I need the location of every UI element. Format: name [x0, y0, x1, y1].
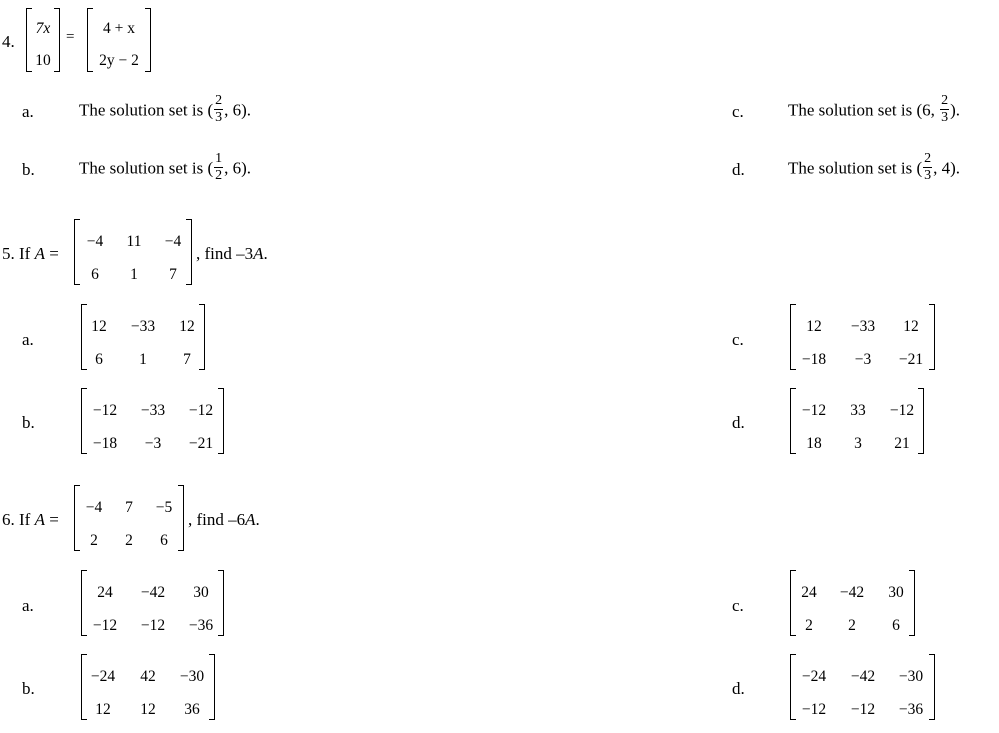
- matrix-cell: −4: [164, 233, 182, 250]
- matrix-cell: 11: [126, 233, 142, 250]
- matrix-cell: −24: [801, 668, 827, 685]
- question-instruction: , find –6A.: [188, 510, 260, 529]
- matrix-cell: −12: [850, 701, 876, 718]
- option-letter: d.: [732, 160, 745, 179]
- matrix-cell: −12: [92, 402, 118, 419]
- matrix-cell: 18: [806, 435, 822, 452]
- option-letter: a.: [22, 330, 34, 349]
- matrix-cell: 7: [169, 266, 177, 283]
- question-instruction: , find –3A.: [196, 244, 268, 263]
- matrix-cell: 33: [850, 402, 866, 419]
- matrix-cell: 2: [805, 617, 813, 634]
- matrix-cell: 12: [903, 318, 919, 335]
- q5-matrix: [74, 219, 192, 285]
- option-letter: b.: [22, 160, 35, 179]
- matrix-cell: 1: [139, 351, 147, 368]
- option-letter: c.: [732, 596, 744, 615]
- fraction: $\frac{1}{2}$: [215, 151, 223, 183]
- option-letter: b.: [22, 413, 35, 432]
- matrix-cell: 3: [854, 435, 862, 452]
- option-text: The solution set is (6, $\frac{2}{3}$ ).: [788, 93, 961, 125]
- matrix-cell: 36: [184, 701, 200, 718]
- option-letter: a.: [22, 596, 34, 615]
- option-matrix: [81, 304, 205, 370]
- matrix-cell: −3: [854, 351, 872, 368]
- matrix-cell: −21: [188, 435, 214, 452]
- matrix-cell: 12: [179, 318, 195, 335]
- matrix-cell: −42: [839, 584, 865, 601]
- question-number: 4.: [2, 32, 15, 51]
- matrix-cell: −12: [801, 701, 827, 718]
- matrix-cell: 12: [95, 701, 111, 718]
- option-matrix: [81, 570, 224, 636]
- matrix-cell: −36: [898, 701, 924, 718]
- matrix-cell: −33: [140, 402, 166, 419]
- q4-right-matrix: [87, 8, 151, 72]
- matrix-cell: −36: [188, 617, 214, 634]
- option-text: The solution set is ( $\frac{1}{2}$ , 6).: [79, 151, 252, 183]
- fraction: $\frac{2}{3}$: [924, 151, 932, 183]
- option-letter: c.: [732, 330, 744, 349]
- option-matrix: [790, 304, 935, 370]
- matrix-cell: −12: [140, 617, 166, 634]
- matrix-cell: −4: [85, 499, 103, 516]
- option-letter: a.: [22, 102, 34, 121]
- matrix-cell: −33: [850, 318, 876, 335]
- matrix-cell: 2: [125, 532, 133, 549]
- matrix-cell: −5: [155, 499, 173, 516]
- matrix-cell: 2: [90, 532, 98, 549]
- matrix-cell: −12: [188, 402, 214, 419]
- matrix-cell: 12: [91, 318, 107, 335]
- question-stem: 6. If A =: [2, 510, 59, 529]
- matrix-cell: 6: [892, 617, 900, 634]
- matrix-cell: −30: [898, 668, 924, 685]
- matrix-cell: 10: [35, 52, 51, 69]
- matrix-cell: 21: [894, 435, 910, 452]
- q6-matrix: [74, 485, 184, 551]
- matrix-cell: 7x: [35, 20, 51, 37]
- option-matrix: [81, 388, 224, 454]
- matrix-cell: −42: [140, 584, 166, 601]
- matrix-cell: 12: [140, 701, 156, 718]
- matrix-cell: 24: [97, 584, 113, 601]
- matrix-cell: −12: [801, 402, 827, 419]
- matrix-cell: 6: [95, 351, 103, 368]
- option-letter: d.: [732, 679, 745, 698]
- question-stem: 5. If A =: [2, 244, 59, 263]
- option-letter: b.: [22, 679, 35, 698]
- option-letter: c.: [732, 102, 744, 121]
- matrix-cell: −21: [898, 351, 924, 368]
- fraction: $\frac{2}{3}$: [215, 93, 223, 125]
- matrix-cell: 1: [130, 266, 138, 283]
- option-matrix: [790, 654, 935, 720]
- matrix-cell: 6: [160, 532, 168, 549]
- option-matrix: [81, 654, 215, 720]
- q4-left-matrix: [26, 8, 60, 72]
- matrix-cell: −18: [92, 435, 118, 452]
- matrix-cell: −24: [90, 668, 116, 685]
- matrix-cell: 30: [888, 584, 904, 601]
- option-letter: d.: [732, 413, 745, 432]
- option-matrix: [790, 570, 915, 636]
- matrix-cell: −30: [179, 668, 205, 685]
- equals-sign: =: [66, 29, 75, 45]
- matrix-cell: −33: [130, 318, 156, 335]
- matrix-cell: −3: [144, 435, 162, 452]
- matrix-cell: −18: [801, 351, 827, 368]
- matrix-cell: 6: [91, 266, 99, 283]
- matrix-cell: 24: [801, 584, 817, 601]
- matrix-cell: −42: [850, 668, 876, 685]
- matrix-cell: −12: [92, 617, 118, 634]
- matrix-cell: 2y − 2: [99, 52, 139, 69]
- fraction: $\frac{2}{3}$: [941, 93, 949, 125]
- matrix-cell: −12: [889, 402, 915, 419]
- matrix-cell: 12: [806, 318, 822, 335]
- option-matrix: [790, 388, 924, 454]
- matrix-cell: 30: [193, 584, 209, 601]
- matrix-cell: 7: [125, 499, 133, 516]
- matrix-cell: 42: [140, 668, 156, 685]
- option-text: The solution set is ( $\frac{2}{3}$ , 6).: [79, 93, 252, 125]
- option-text: The solution set is ( $\frac{2}{3}$ , 4).: [788, 151, 961, 183]
- matrix-cell: 4 + x: [103, 20, 135, 37]
- matrix-cell: 7: [183, 351, 191, 368]
- matrix-cell: 2: [848, 617, 856, 634]
- matrix-cell: −4: [86, 233, 104, 250]
